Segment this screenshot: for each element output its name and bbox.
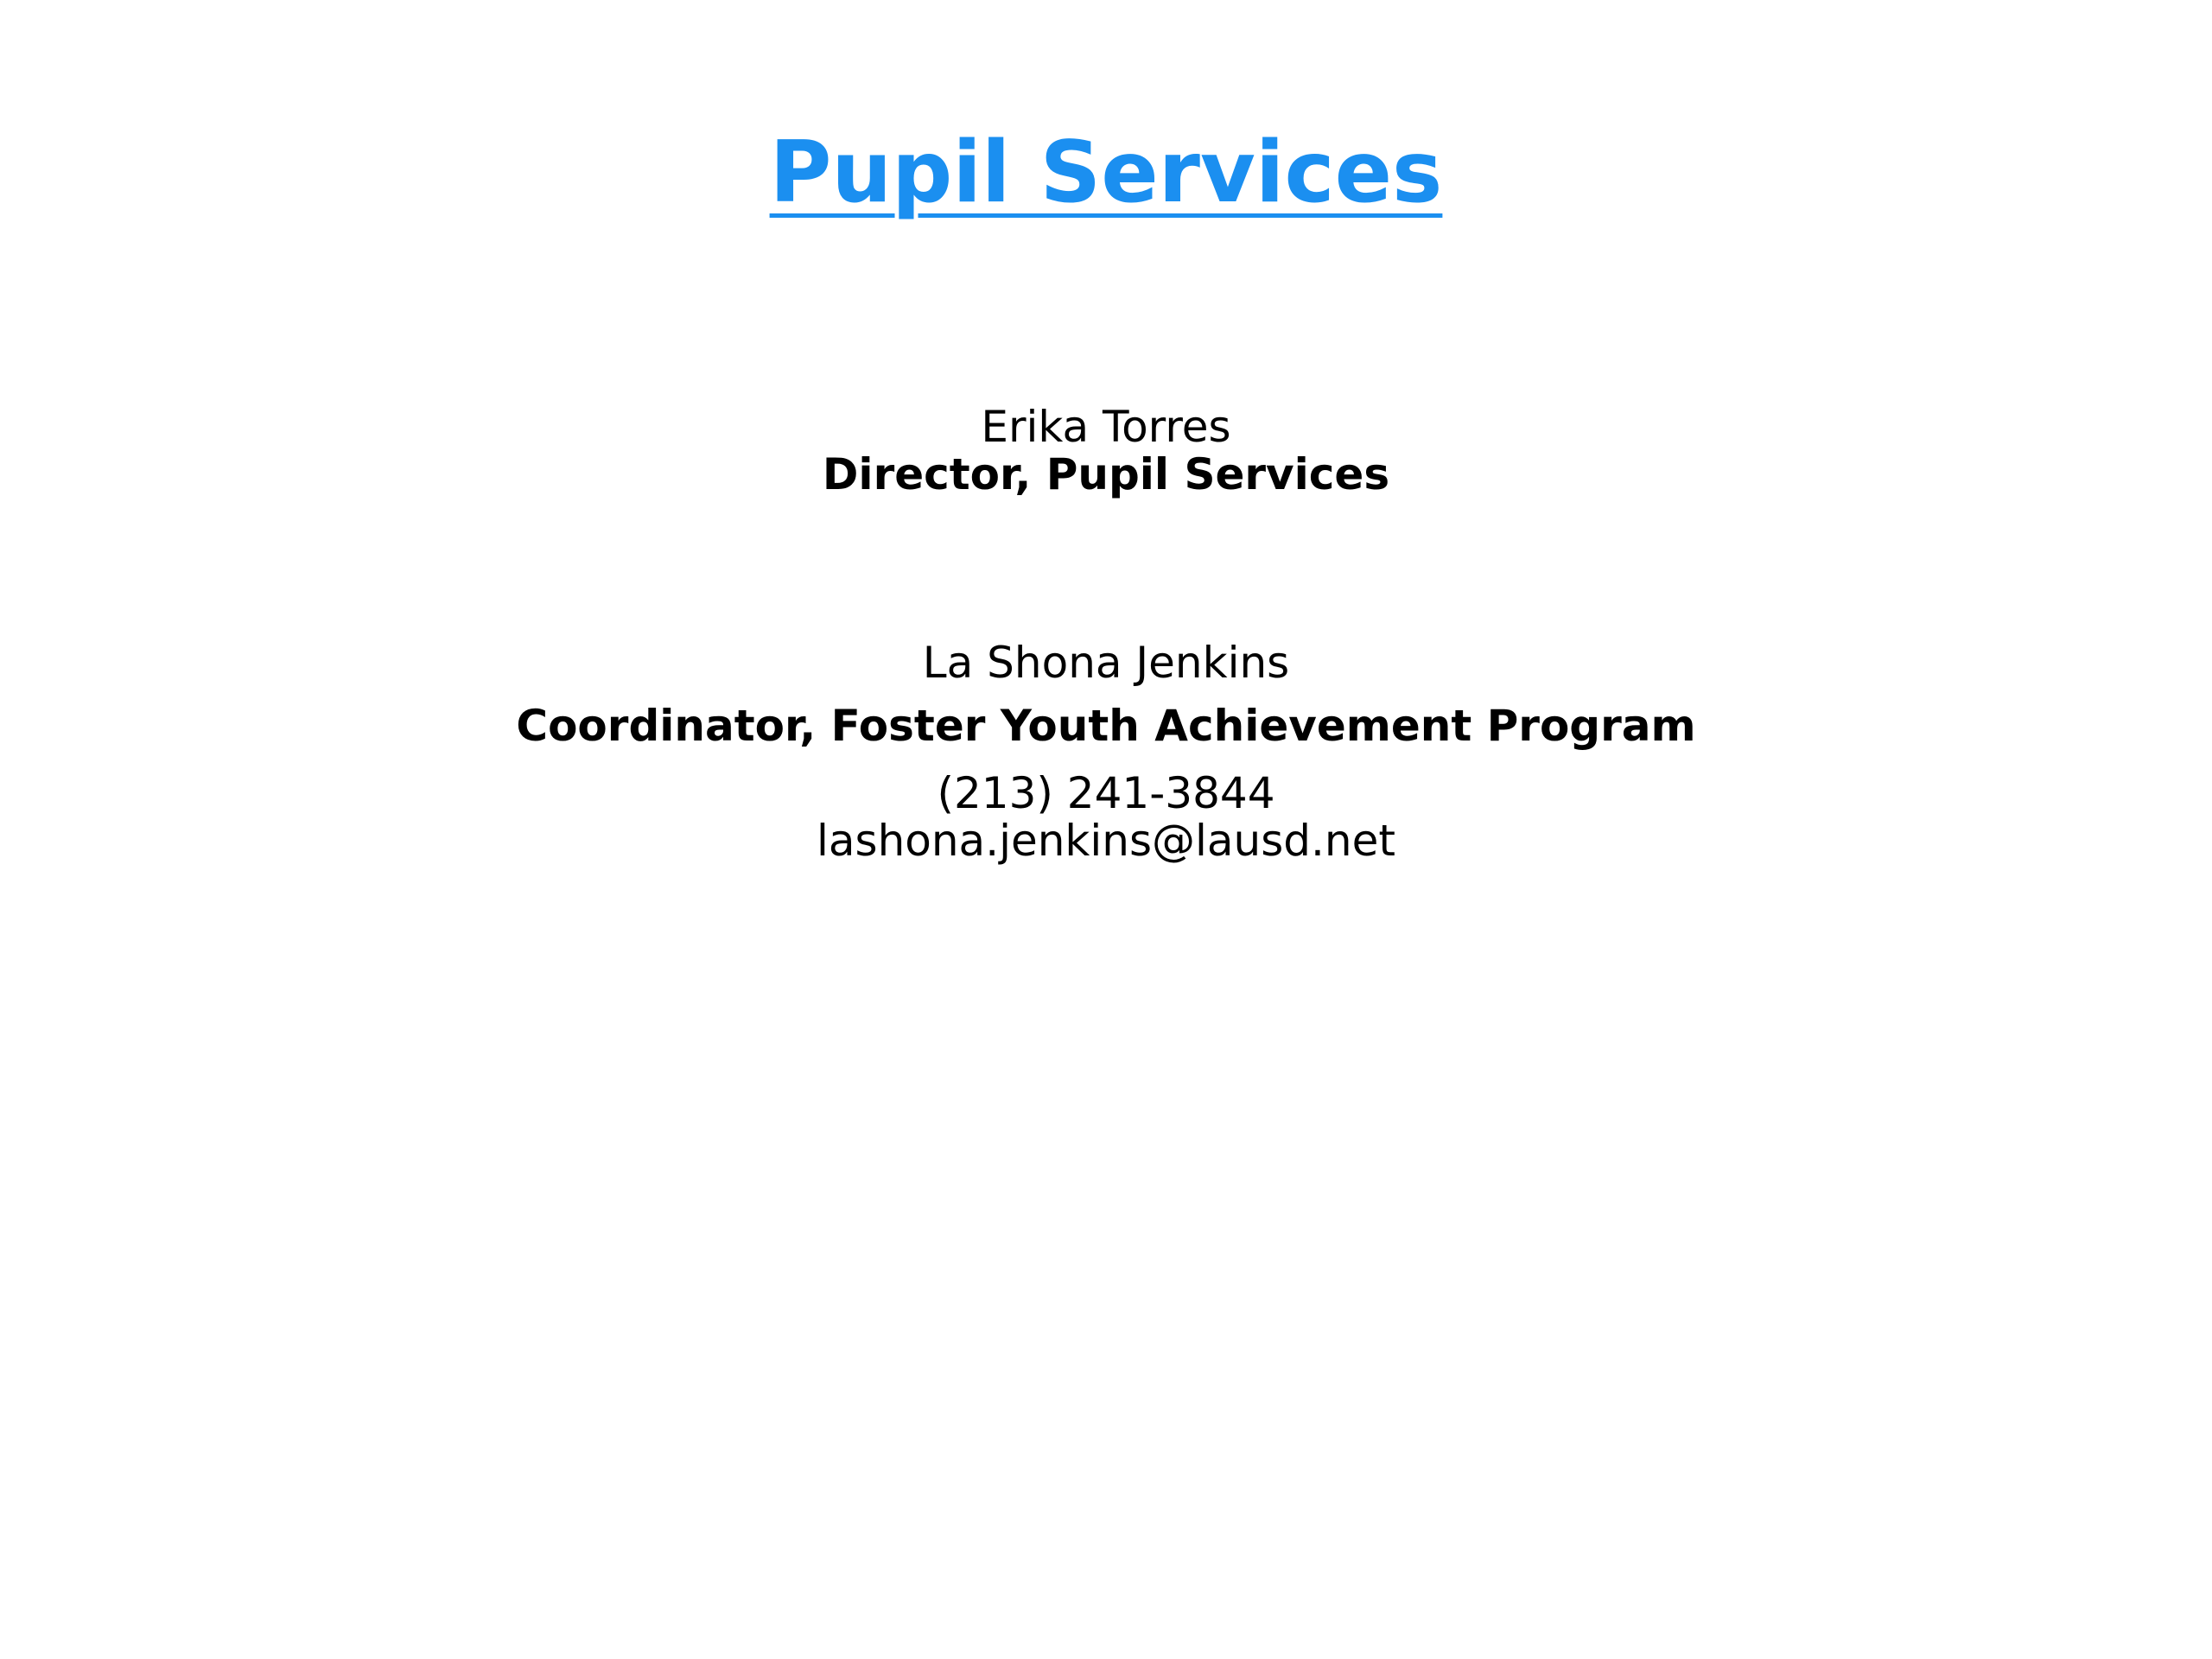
coordinator-email: lashona.jenkins@lausd.net <box>817 816 1395 866</box>
director-name: Erika Torres <box>981 402 1231 452</box>
coordinator-role: Coordinator, Foster Youth Achievement Program <box>516 701 1696 751</box>
director-role: Director, Pupil Services <box>822 449 1390 499</box>
coordinator-name: La Shona Jenkins <box>922 638 1290 688</box>
title-link[interactable]: Pupil Services <box>769 124 1443 222</box>
coordinator-phone: (213) 241-3844 <box>937 768 1275 818</box>
slide-title <box>0 112 2212 233</box>
